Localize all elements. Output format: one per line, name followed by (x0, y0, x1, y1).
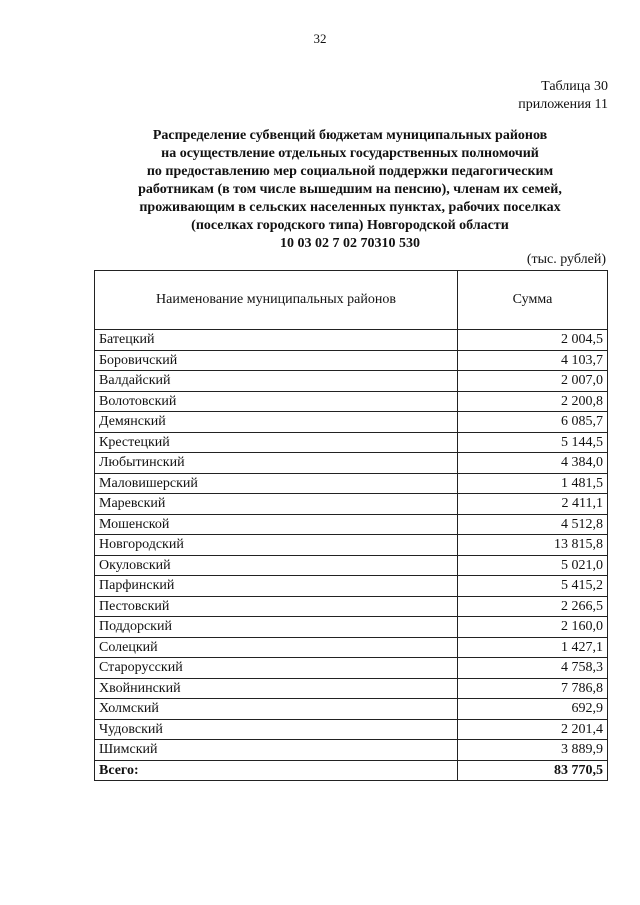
total-amount: 83 770,5 (458, 760, 608, 781)
district-amount: 692,9 (458, 699, 608, 720)
page-number: 32 (313, 31, 327, 46)
district-name: Любытинский (95, 453, 458, 474)
table-row (95, 678, 608, 699)
units-label: (тыс. рублей) (526, 252, 606, 267)
district-amount: 4 758,3 (458, 658, 608, 679)
table-row (95, 330, 608, 351)
district-name: Валдайский (95, 371, 458, 392)
table-row (95, 658, 608, 679)
title-line: Распределение субвенций бюджетам муниципальных районов (152, 128, 548, 143)
title-line: по предоставлению мер социальной поддержки педагогическим (146, 164, 554, 179)
table-row (95, 555, 608, 576)
table-row (95, 391, 608, 412)
district-amount: 6 085,7 (458, 412, 608, 433)
district-name: Боровичский (95, 350, 458, 371)
document-title (100, 127, 600, 253)
budget-code: 10 03 02 7 02 70310 530 (280, 236, 420, 251)
table-row (95, 617, 608, 638)
district-amount: 2 266,5 (458, 596, 608, 617)
title-line: (поселках городского типа) Новгородской области (191, 218, 509, 233)
district-name: Хвойнинский (95, 678, 458, 699)
table-row (95, 535, 608, 556)
district-amount: 4 384,0 (458, 453, 608, 474)
district-amount: 2 004,5 (458, 330, 608, 351)
title-line: проживающим в сельских населенных пунктах, рабочих поселках (139, 200, 561, 215)
table-reference (518, 78, 608, 114)
district-amount: 4 103,7 (458, 350, 608, 371)
table-reference-line-2: приложения 11 (518, 97, 608, 112)
table-row (95, 596, 608, 617)
district-amount: 2 160,0 (458, 617, 608, 638)
district-amount: 2 007,0 (458, 371, 608, 392)
title-line: на осуществление отдельных государственных полномочий (161, 146, 539, 161)
district-amount: 2 201,4 (458, 719, 608, 740)
table-row (95, 473, 608, 494)
table-row (95, 576, 608, 597)
table-total-row (95, 760, 608, 781)
district-amount: 13 815,8 (458, 535, 608, 556)
district-amount: 7 786,8 (458, 678, 608, 699)
table-row (95, 740, 608, 761)
table-row (95, 350, 608, 371)
table-row (95, 699, 608, 720)
table-reference-line-1: Таблица 30 (541, 79, 608, 94)
district-amount: 2 411,1 (458, 494, 608, 515)
district-amount: 5 144,5 (458, 432, 608, 453)
district-name: Маревский (95, 494, 458, 515)
district-name: Демянский (95, 412, 458, 433)
table-row (95, 637, 608, 658)
district-name: Пестовский (95, 596, 458, 617)
district-amount: 3 889,9 (458, 740, 608, 761)
header-district-name: Наименование муниципальных районов (95, 271, 458, 330)
table-row (95, 719, 608, 740)
total-label: Всего: (95, 760, 458, 781)
district-name: Солецкий (95, 637, 458, 658)
district-name: Мошенской (95, 514, 458, 535)
title-line: работникам (в том числе вышедшим на пенсию), членам их семей, (138, 182, 562, 197)
district-name: Шимский (95, 740, 458, 761)
table-row (95, 432, 608, 453)
district-amount: 2 200,8 (458, 391, 608, 412)
table-row (95, 412, 608, 433)
subsidy-table (94, 270, 608, 781)
district-name: Батецкий (95, 330, 458, 351)
district-amount: 5 021,0 (458, 555, 608, 576)
table-header-row (95, 271, 608, 330)
district-name: Поддорский (95, 617, 458, 638)
district-name: Новгородский (95, 535, 458, 556)
header-amount: Сумма (458, 271, 608, 330)
district-amount: 1 427,1 (458, 637, 608, 658)
district-name: Окуловский (95, 555, 458, 576)
table-row (95, 371, 608, 392)
district-name: Волотовский (95, 391, 458, 412)
district-name: Парфинский (95, 576, 458, 597)
district-amount: 4 512,8 (458, 514, 608, 535)
district-name: Маловишерский (95, 473, 458, 494)
district-amount: 1 481,5 (458, 473, 608, 494)
district-amount: 5 415,2 (458, 576, 608, 597)
district-name: Крестецкий (95, 432, 458, 453)
table-row (95, 494, 608, 515)
district-name: Холмский (95, 699, 458, 720)
table-row (95, 514, 608, 535)
table-row (95, 453, 608, 474)
district-name: Старорусский (95, 658, 458, 679)
district-name: Чудовский (95, 719, 458, 740)
